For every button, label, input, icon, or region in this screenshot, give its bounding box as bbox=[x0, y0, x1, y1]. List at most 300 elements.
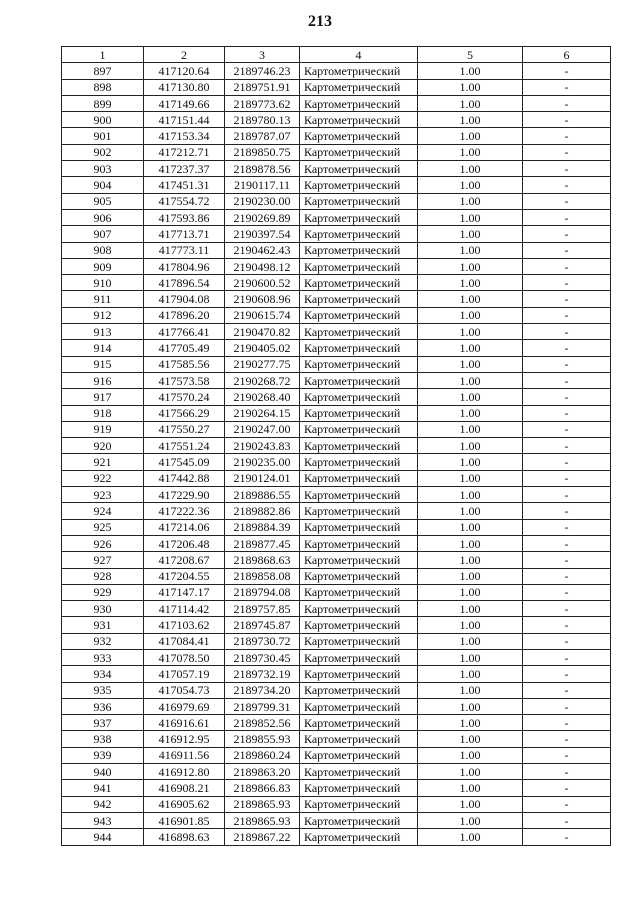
note-cell: - bbox=[523, 584, 611, 600]
x-coordinate-cell: 417566.29 bbox=[144, 405, 225, 421]
column-header: 1 bbox=[62, 47, 144, 63]
x-coordinate-cell: 416898.63 bbox=[144, 829, 225, 845]
accuracy-cell: 1.00 bbox=[418, 666, 523, 682]
y-coordinate-cell: 2189732.19 bbox=[225, 666, 300, 682]
point-number-cell: 934 bbox=[62, 666, 144, 682]
accuracy-cell: 1.00 bbox=[418, 144, 523, 160]
note-cell: - bbox=[523, 454, 611, 470]
column-header: 4 bbox=[300, 47, 418, 63]
note-cell: - bbox=[523, 633, 611, 649]
method-cell: Картометрический bbox=[300, 470, 418, 486]
table-row bbox=[62, 193, 611, 209]
note-cell: - bbox=[523, 487, 611, 503]
y-coordinate-cell: 2190600.52 bbox=[225, 275, 300, 291]
y-coordinate-cell: 2189773.62 bbox=[225, 95, 300, 111]
accuracy-cell: 1.00 bbox=[418, 63, 523, 79]
note-cell: - bbox=[523, 79, 611, 95]
y-coordinate-cell: 2189746.23 bbox=[225, 63, 300, 79]
y-coordinate-cell: 2189799.31 bbox=[225, 698, 300, 714]
table-row bbox=[62, 144, 611, 160]
table-row bbox=[62, 535, 611, 551]
point-number-cell: 916 bbox=[62, 372, 144, 388]
note-cell: - bbox=[523, 112, 611, 128]
method-cell: Картометрический bbox=[300, 79, 418, 95]
x-coordinate-cell: 416908.21 bbox=[144, 780, 225, 796]
method-cell: Картометрический bbox=[300, 340, 418, 356]
point-number-cell: 937 bbox=[62, 715, 144, 731]
accuracy-cell: 1.00 bbox=[418, 584, 523, 600]
accuracy-cell: 1.00 bbox=[418, 177, 523, 193]
note-cell: - bbox=[523, 698, 611, 714]
method-cell: Картометрический bbox=[300, 796, 418, 812]
method-cell: Картометрический bbox=[300, 649, 418, 665]
accuracy-cell: 1.00 bbox=[418, 454, 523, 470]
accuracy-cell: 1.00 bbox=[418, 601, 523, 617]
y-coordinate-cell: 2190268.40 bbox=[225, 389, 300, 405]
method-cell: Картометрический bbox=[300, 552, 418, 568]
x-coordinate-cell: 417573.58 bbox=[144, 372, 225, 388]
method-cell: Картометрический bbox=[300, 568, 418, 584]
y-coordinate-cell: 2190243.83 bbox=[225, 438, 300, 454]
method-cell: Картометрический bbox=[300, 747, 418, 763]
x-coordinate-cell: 416916.61 bbox=[144, 715, 225, 731]
table-row bbox=[62, 812, 611, 828]
x-coordinate-cell: 417585.56 bbox=[144, 356, 225, 372]
accuracy-cell: 1.00 bbox=[418, 682, 523, 698]
method-cell: Картометрический bbox=[300, 601, 418, 617]
accuracy-cell: 1.00 bbox=[418, 764, 523, 780]
accuracy-cell: 1.00 bbox=[418, 307, 523, 323]
accuracy-cell: 1.00 bbox=[418, 389, 523, 405]
point-number-cell: 930 bbox=[62, 601, 144, 617]
note-cell: - bbox=[523, 226, 611, 242]
table-row bbox=[62, 177, 611, 193]
note-cell: - bbox=[523, 552, 611, 568]
note-cell: - bbox=[523, 389, 611, 405]
accuracy-cell: 1.00 bbox=[418, 487, 523, 503]
y-coordinate-cell: 2190117.11 bbox=[225, 177, 300, 193]
method-cell: Картометрический bbox=[300, 454, 418, 470]
method-cell: Картометрический bbox=[300, 177, 418, 193]
y-coordinate-cell: 2189730.72 bbox=[225, 633, 300, 649]
coordinates-table bbox=[61, 46, 611, 846]
x-coordinate-cell: 417214.06 bbox=[144, 519, 225, 535]
x-coordinate-cell: 417208.67 bbox=[144, 552, 225, 568]
y-coordinate-cell: 2190498.12 bbox=[225, 258, 300, 274]
x-coordinate-cell: 416979.69 bbox=[144, 698, 225, 714]
accuracy-cell: 1.00 bbox=[418, 503, 523, 519]
accuracy-cell: 1.00 bbox=[418, 291, 523, 307]
x-coordinate-cell: 417147.17 bbox=[144, 584, 225, 600]
column-header: 6 bbox=[523, 47, 611, 63]
table-row bbox=[62, 128, 611, 144]
note-cell: - bbox=[523, 307, 611, 323]
table-row bbox=[62, 698, 611, 714]
note-cell: - bbox=[523, 193, 611, 209]
table-row bbox=[62, 209, 611, 225]
table-row bbox=[62, 161, 611, 177]
note-cell: - bbox=[523, 438, 611, 454]
column-header: 2 bbox=[144, 47, 225, 63]
method-cell: Картометрический bbox=[300, 535, 418, 551]
method-cell: Картометрический bbox=[300, 519, 418, 535]
y-coordinate-cell: 2189745.87 bbox=[225, 617, 300, 633]
table-row bbox=[62, 666, 611, 682]
accuracy-cell: 1.00 bbox=[418, 633, 523, 649]
point-number-cell: 929 bbox=[62, 584, 144, 600]
point-number-cell: 903 bbox=[62, 161, 144, 177]
y-coordinate-cell: 2190268.72 bbox=[225, 372, 300, 388]
method-cell: Картометрический bbox=[300, 307, 418, 323]
table-row bbox=[62, 63, 611, 79]
method-cell: Картометрический bbox=[300, 291, 418, 307]
note-cell: - bbox=[523, 470, 611, 486]
point-number-cell: 909 bbox=[62, 258, 144, 274]
method-cell: Картометрический bbox=[300, 421, 418, 437]
table-row bbox=[62, 470, 611, 486]
point-number-cell: 898 bbox=[62, 79, 144, 95]
table-row bbox=[62, 747, 611, 763]
y-coordinate-cell: 2190124.01 bbox=[225, 470, 300, 486]
method-cell: Картометрический bbox=[300, 812, 418, 828]
y-coordinate-cell: 2189794.08 bbox=[225, 584, 300, 600]
note-cell: - bbox=[523, 731, 611, 747]
table-row bbox=[62, 226, 611, 242]
table-row bbox=[62, 291, 611, 307]
column-header: 3 bbox=[225, 47, 300, 63]
note-cell: - bbox=[523, 63, 611, 79]
accuracy-cell: 1.00 bbox=[418, 128, 523, 144]
point-number-cell: 932 bbox=[62, 633, 144, 649]
y-coordinate-cell: 2190470.82 bbox=[225, 324, 300, 340]
table-row bbox=[62, 829, 611, 845]
point-number-cell: 941 bbox=[62, 780, 144, 796]
x-coordinate-cell: 416905.62 bbox=[144, 796, 225, 812]
point-number-cell: 918 bbox=[62, 405, 144, 421]
y-coordinate-cell: 2190608.96 bbox=[225, 291, 300, 307]
y-coordinate-cell: 2190615.74 bbox=[225, 307, 300, 323]
method-cell: Картометрический bbox=[300, 112, 418, 128]
table-row bbox=[62, 584, 611, 600]
point-number-cell: 922 bbox=[62, 470, 144, 486]
table-row bbox=[62, 242, 611, 258]
y-coordinate-cell: 2189855.93 bbox=[225, 731, 300, 747]
note-cell: - bbox=[523, 324, 611, 340]
y-coordinate-cell: 2189852.56 bbox=[225, 715, 300, 731]
note-cell: - bbox=[523, 666, 611, 682]
method-cell: Картометрический bbox=[300, 438, 418, 454]
table-row bbox=[62, 715, 611, 731]
note-cell: - bbox=[523, 242, 611, 258]
table-row bbox=[62, 503, 611, 519]
table-row bbox=[62, 552, 611, 568]
y-coordinate-cell: 2189878.56 bbox=[225, 161, 300, 177]
method-cell: Картометрический bbox=[300, 144, 418, 160]
accuracy-cell: 1.00 bbox=[418, 324, 523, 340]
point-number-cell: 900 bbox=[62, 112, 144, 128]
accuracy-cell: 1.00 bbox=[418, 829, 523, 845]
note-cell: - bbox=[523, 780, 611, 796]
note-cell: - bbox=[523, 601, 611, 617]
method-cell: Картометрический bbox=[300, 209, 418, 225]
y-coordinate-cell: 2190247.00 bbox=[225, 421, 300, 437]
note-cell: - bbox=[523, 95, 611, 111]
table-row bbox=[62, 258, 611, 274]
point-number-cell: 943 bbox=[62, 812, 144, 828]
table-row bbox=[62, 617, 611, 633]
accuracy-cell: 1.00 bbox=[418, 112, 523, 128]
note-cell: - bbox=[523, 161, 611, 177]
accuracy-cell: 1.00 bbox=[418, 812, 523, 828]
point-number-cell: 915 bbox=[62, 356, 144, 372]
y-coordinate-cell: 2190269.89 bbox=[225, 209, 300, 225]
accuracy-cell: 1.00 bbox=[418, 519, 523, 535]
x-coordinate-cell: 417114.42 bbox=[144, 601, 225, 617]
y-coordinate-cell: 2190230.00 bbox=[225, 193, 300, 209]
note-cell: - bbox=[523, 209, 611, 225]
note-cell: - bbox=[523, 535, 611, 551]
y-coordinate-cell: 2189730.45 bbox=[225, 649, 300, 665]
method-cell: Картометрический bbox=[300, 731, 418, 747]
point-number-cell: 928 bbox=[62, 568, 144, 584]
point-number-cell: 912 bbox=[62, 307, 144, 323]
table-body bbox=[62, 63, 611, 845]
note-cell: - bbox=[523, 356, 611, 372]
x-coordinate-cell: 417804.96 bbox=[144, 258, 225, 274]
x-coordinate-cell: 417551.24 bbox=[144, 438, 225, 454]
x-coordinate-cell: 417057.19 bbox=[144, 666, 225, 682]
table-row bbox=[62, 649, 611, 665]
method-cell: Картометрический bbox=[300, 372, 418, 388]
point-number-cell: 908 bbox=[62, 242, 144, 258]
table-row bbox=[62, 601, 611, 617]
x-coordinate-cell: 417151.44 bbox=[144, 112, 225, 128]
method-cell: Картометрический bbox=[300, 161, 418, 177]
point-number-cell: 939 bbox=[62, 747, 144, 763]
note-cell: - bbox=[523, 340, 611, 356]
accuracy-cell: 1.00 bbox=[418, 698, 523, 714]
note-cell: - bbox=[523, 519, 611, 535]
x-coordinate-cell: 417904.08 bbox=[144, 291, 225, 307]
y-coordinate-cell: 2189886.55 bbox=[225, 487, 300, 503]
note-cell: - bbox=[523, 275, 611, 291]
y-coordinate-cell: 2189787.07 bbox=[225, 128, 300, 144]
y-coordinate-cell: 2189858.08 bbox=[225, 568, 300, 584]
x-coordinate-cell: 417078.50 bbox=[144, 649, 225, 665]
method-cell: Картометрический bbox=[300, 829, 418, 845]
point-number-cell: 927 bbox=[62, 552, 144, 568]
method-cell: Картометрический bbox=[300, 128, 418, 144]
method-cell: Картометрический bbox=[300, 666, 418, 682]
point-number-cell: 936 bbox=[62, 698, 144, 714]
note-cell: - bbox=[523, 177, 611, 193]
point-number-cell: 897 bbox=[62, 63, 144, 79]
method-cell: Картометрический bbox=[300, 242, 418, 258]
point-number-cell: 920 bbox=[62, 438, 144, 454]
column-header: 5 bbox=[418, 47, 523, 63]
x-coordinate-cell: 417593.86 bbox=[144, 209, 225, 225]
point-number-cell: 933 bbox=[62, 649, 144, 665]
method-cell: Картометрический bbox=[300, 63, 418, 79]
y-coordinate-cell: 2189866.83 bbox=[225, 780, 300, 796]
x-coordinate-cell: 417120.64 bbox=[144, 63, 225, 79]
table-row bbox=[62, 421, 611, 437]
table-header-row bbox=[62, 47, 611, 63]
note-cell: - bbox=[523, 715, 611, 731]
table-row bbox=[62, 454, 611, 470]
accuracy-cell: 1.00 bbox=[418, 242, 523, 258]
x-coordinate-cell: 417153.34 bbox=[144, 128, 225, 144]
point-number-cell: 899 bbox=[62, 95, 144, 111]
table-row bbox=[62, 275, 611, 291]
table-row bbox=[62, 112, 611, 128]
method-cell: Картометрический bbox=[300, 715, 418, 731]
method-cell: Картометрический bbox=[300, 503, 418, 519]
point-number-cell: 942 bbox=[62, 796, 144, 812]
point-number-cell: 923 bbox=[62, 487, 144, 503]
x-coordinate-cell: 417705.49 bbox=[144, 340, 225, 356]
accuracy-cell: 1.00 bbox=[418, 649, 523, 665]
point-number-cell: 901 bbox=[62, 128, 144, 144]
method-cell: Картометрический bbox=[300, 324, 418, 340]
x-coordinate-cell: 417204.55 bbox=[144, 568, 225, 584]
accuracy-cell: 1.00 bbox=[418, 470, 523, 486]
accuracy-cell: 1.00 bbox=[418, 715, 523, 731]
accuracy-cell: 1.00 bbox=[418, 372, 523, 388]
point-number-cell: 910 bbox=[62, 275, 144, 291]
table-row bbox=[62, 307, 611, 323]
table-row bbox=[62, 356, 611, 372]
y-coordinate-cell: 2189751.91 bbox=[225, 79, 300, 95]
method-cell: Картометрический bbox=[300, 780, 418, 796]
x-coordinate-cell: 417550.27 bbox=[144, 421, 225, 437]
x-coordinate-cell: 416911.56 bbox=[144, 747, 225, 763]
x-coordinate-cell: 417212.71 bbox=[144, 144, 225, 160]
note-cell: - bbox=[523, 649, 611, 665]
point-number-cell: 902 bbox=[62, 144, 144, 160]
point-number-cell: 925 bbox=[62, 519, 144, 535]
point-number-cell: 919 bbox=[62, 421, 144, 437]
note-cell: - bbox=[523, 568, 611, 584]
y-coordinate-cell: 2189884.39 bbox=[225, 519, 300, 535]
accuracy-cell: 1.00 bbox=[418, 79, 523, 95]
y-coordinate-cell: 2189850.75 bbox=[225, 144, 300, 160]
accuracy-cell: 1.00 bbox=[418, 568, 523, 584]
accuracy-cell: 1.00 bbox=[418, 780, 523, 796]
note-cell: - bbox=[523, 258, 611, 274]
table-row bbox=[62, 780, 611, 796]
point-number-cell: 921 bbox=[62, 454, 144, 470]
note-cell: - bbox=[523, 796, 611, 812]
y-coordinate-cell: 2189867.22 bbox=[225, 829, 300, 845]
table-row bbox=[62, 682, 611, 698]
method-cell: Картометрический bbox=[300, 226, 418, 242]
point-number-cell: 924 bbox=[62, 503, 144, 519]
note-cell: - bbox=[523, 682, 611, 698]
y-coordinate-cell: 2189780.13 bbox=[225, 112, 300, 128]
accuracy-cell: 1.00 bbox=[418, 226, 523, 242]
accuracy-cell: 1.00 bbox=[418, 438, 523, 454]
method-cell: Картометрический bbox=[300, 633, 418, 649]
y-coordinate-cell: 2189860.24 bbox=[225, 747, 300, 763]
y-coordinate-cell: 2189863.20 bbox=[225, 764, 300, 780]
accuracy-cell: 1.00 bbox=[418, 421, 523, 437]
y-coordinate-cell: 2189865.93 bbox=[225, 812, 300, 828]
method-cell: Картометрический bbox=[300, 258, 418, 274]
x-coordinate-cell: 417570.24 bbox=[144, 389, 225, 405]
x-coordinate-cell: 417896.20 bbox=[144, 307, 225, 323]
accuracy-cell: 1.00 bbox=[418, 340, 523, 356]
note-cell: - bbox=[523, 372, 611, 388]
note-cell: - bbox=[523, 421, 611, 437]
point-number-cell: 926 bbox=[62, 535, 144, 551]
x-coordinate-cell: 417103.62 bbox=[144, 617, 225, 633]
method-cell: Картометрический bbox=[300, 698, 418, 714]
note-cell: - bbox=[523, 617, 611, 633]
table-row bbox=[62, 487, 611, 503]
note-cell: - bbox=[523, 503, 611, 519]
x-coordinate-cell: 417084.41 bbox=[144, 633, 225, 649]
accuracy-cell: 1.00 bbox=[418, 747, 523, 763]
method-cell: Картометрический bbox=[300, 405, 418, 421]
method-cell: Картометрический bbox=[300, 275, 418, 291]
y-coordinate-cell: 2189865.93 bbox=[225, 796, 300, 812]
x-coordinate-cell: 416912.80 bbox=[144, 764, 225, 780]
point-number-cell: 906 bbox=[62, 209, 144, 225]
note-cell: - bbox=[523, 405, 611, 421]
point-number-cell: 940 bbox=[62, 764, 144, 780]
x-coordinate-cell: 417545.09 bbox=[144, 454, 225, 470]
y-coordinate-cell: 2189757.85 bbox=[225, 601, 300, 617]
accuracy-cell: 1.00 bbox=[418, 258, 523, 274]
point-number-cell: 935 bbox=[62, 682, 144, 698]
y-coordinate-cell: 2190397.54 bbox=[225, 226, 300, 242]
x-coordinate-cell: 417229.90 bbox=[144, 487, 225, 503]
accuracy-cell: 1.00 bbox=[418, 193, 523, 209]
point-number-cell: 911 bbox=[62, 291, 144, 307]
table-row bbox=[62, 764, 611, 780]
x-coordinate-cell: 417237.37 bbox=[144, 161, 225, 177]
y-coordinate-cell: 2190277.75 bbox=[225, 356, 300, 372]
accuracy-cell: 1.00 bbox=[418, 731, 523, 747]
y-coordinate-cell: 2189877.45 bbox=[225, 535, 300, 551]
accuracy-cell: 1.00 bbox=[418, 552, 523, 568]
note-cell: - bbox=[523, 812, 611, 828]
point-number-cell: 904 bbox=[62, 177, 144, 193]
accuracy-cell: 1.00 bbox=[418, 617, 523, 633]
x-coordinate-cell: 417773.11 bbox=[144, 242, 225, 258]
x-coordinate-cell: 417451.31 bbox=[144, 177, 225, 193]
table-row bbox=[62, 95, 611, 111]
x-coordinate-cell: 417206.48 bbox=[144, 535, 225, 551]
table-row bbox=[62, 324, 611, 340]
point-number-cell: 907 bbox=[62, 226, 144, 242]
x-coordinate-cell: 417054.73 bbox=[144, 682, 225, 698]
table-row bbox=[62, 372, 611, 388]
x-coordinate-cell: 417130.80 bbox=[144, 79, 225, 95]
x-coordinate-cell: 416912.95 bbox=[144, 731, 225, 747]
table-row bbox=[62, 438, 611, 454]
point-number-cell: 931 bbox=[62, 617, 144, 633]
y-coordinate-cell: 2189734.20 bbox=[225, 682, 300, 698]
method-cell: Картометрический bbox=[300, 682, 418, 698]
y-coordinate-cell: 2189868.63 bbox=[225, 552, 300, 568]
table-row bbox=[62, 389, 611, 405]
note-cell: - bbox=[523, 764, 611, 780]
point-number-cell: 917 bbox=[62, 389, 144, 405]
method-cell: Картометрический bbox=[300, 764, 418, 780]
table-row bbox=[62, 796, 611, 812]
